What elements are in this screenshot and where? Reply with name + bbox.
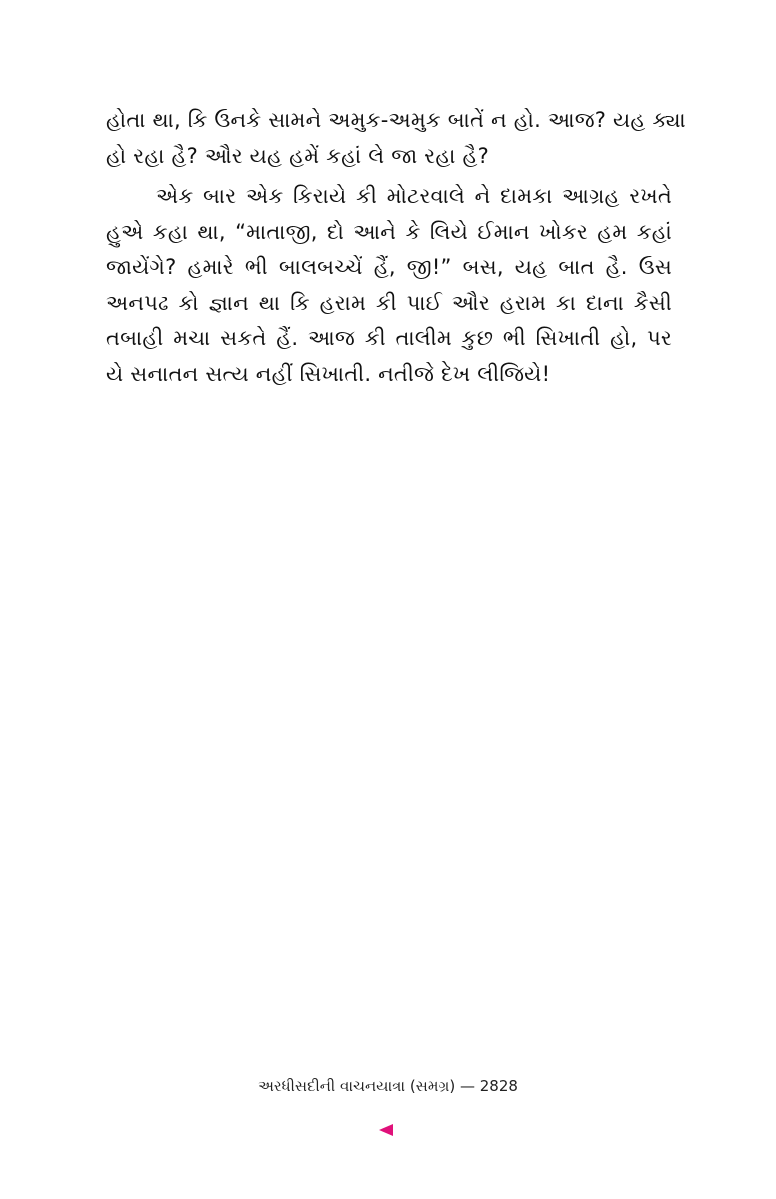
text-line: હો રહા હૈ? ઔર યહ હમેં કહાં લે જા રહા હૈ? xyxy=(106,143,489,168)
text-line: જાયેંગે? હમારે ભી બાલબચ્ચેં હૈં, જી!” બસ, યહ બાત હૈ. ઉસ xyxy=(106,255,672,279)
page-footer: અરધીસદીની વાચનયાત્રા (સમગ્ર) — 2828 xyxy=(258,1077,518,1095)
text-line: હુએ કહા થા, “માતાજી, દો આને કે લિયે ઈમાન ખોકર હમ કહાં xyxy=(106,219,672,244)
text-line: તબાહી મચા સકતે હૈં. આજ કી તાલીમ કુછ ભી સિખાતી હો, પર xyxy=(106,326,672,350)
text-line: યે સનાતન સત્ય નહીં સિખાતી. નતીજે દેખ લીજિયે! xyxy=(106,361,551,386)
text-line: હોતા થા, કિ ઉનકે સામને અમુક-અમુક બાતેં ન હો. આજ? યહ ક્યા xyxy=(106,108,686,132)
paragraph-1 xyxy=(106,103,686,174)
text-line: એક બાર એક કિરાયે કી મોટરવાલે ને દામકા આગ્રહ રખતે xyxy=(156,184,672,208)
paragraph-2 xyxy=(106,179,672,392)
body-text xyxy=(106,103,686,392)
text-line: અનપઢ કો જ્ઞાન થા કિ હરામ કી પાઈ ઔર હરામ કા દાના કૈસી xyxy=(106,290,672,315)
triangle-left-icon[interactable] xyxy=(379,1124,393,1136)
